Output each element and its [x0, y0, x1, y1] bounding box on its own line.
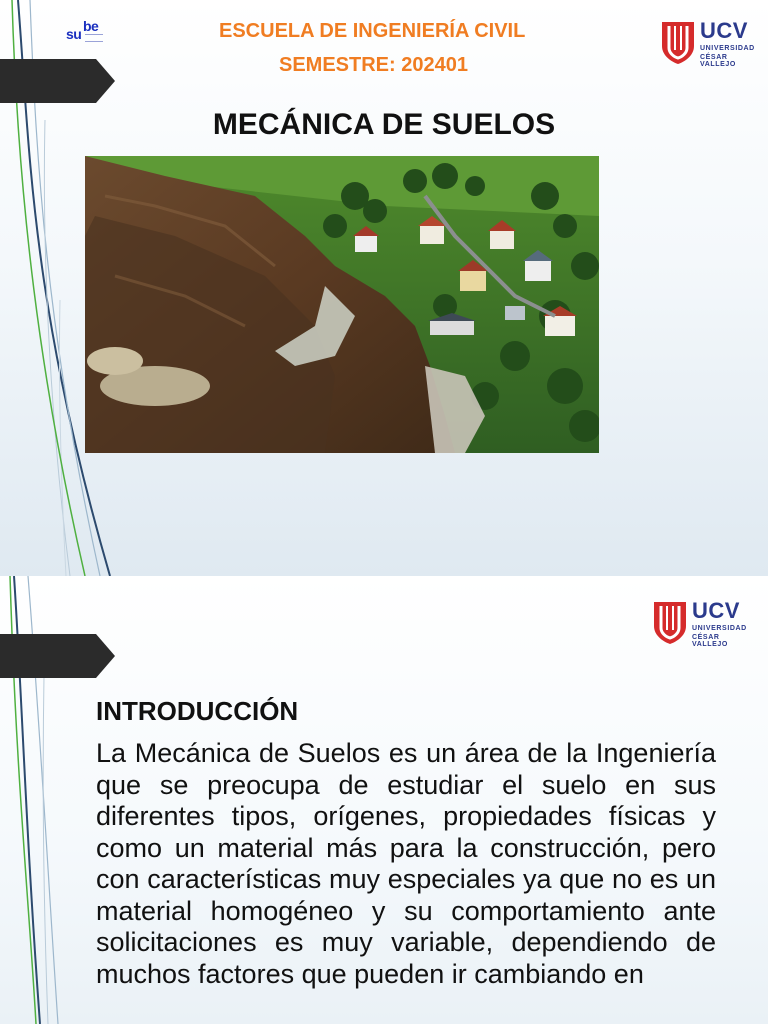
school-name: ESCUELA DE INGENIERÍA CIVIL [219, 20, 526, 42]
ucv-shield-icon [660, 20, 696, 64]
ucv-logo-sub2: CÉSAR VALLEJO [700, 54, 736, 68]
ucv-shield-icon [652, 600, 688, 644]
slide-title: MECÁNICA DE SUELOS [212, 108, 556, 141]
sube-logo-tagline [85, 34, 103, 42]
sube-logo-text-bottom: su [66, 26, 82, 42]
sube-logo [66, 18, 106, 44]
ucv-logo [660, 18, 760, 68]
landslide-photo [85, 156, 599, 453]
ucv-logo-sub1: UNIVERSIDAD [692, 625, 747, 632]
sube-logo-text-top: be [83, 18, 99, 34]
ucv-logo-name: UCV [700, 18, 748, 43]
ucv-logo-sub2: CÉSAR VALLEJO [692, 634, 728, 648]
slide-2 [0, 576, 768, 1024]
intro-paragraph: La Mecánica de Suelos es un área de la Ingeniería que se preocupa de estudiar el suelo en sus diferentes tipos, orígenes, propiedades físicas y como un material más para la construcción, pero con características muy especiales ya que no es un material homogéneo y su comportamiento ante solicitaciones es muy variable, dependiendo de muchos factores que pueden ir cambiando en [96, 738, 716, 989]
section-heading: INTRODUCCIÓN [96, 696, 299, 726]
semester-label: SEMESTRE: 202401 [279, 54, 468, 76]
content-tab-arrow [0, 634, 115, 678]
ucv-logo-slide2 [652, 598, 752, 648]
ucv-logo-name: UCV [692, 598, 740, 623]
ucv-logo-sub1: UNIVERSIDAD [700, 45, 755, 52]
title-tab-arrow [0, 59, 115, 103]
